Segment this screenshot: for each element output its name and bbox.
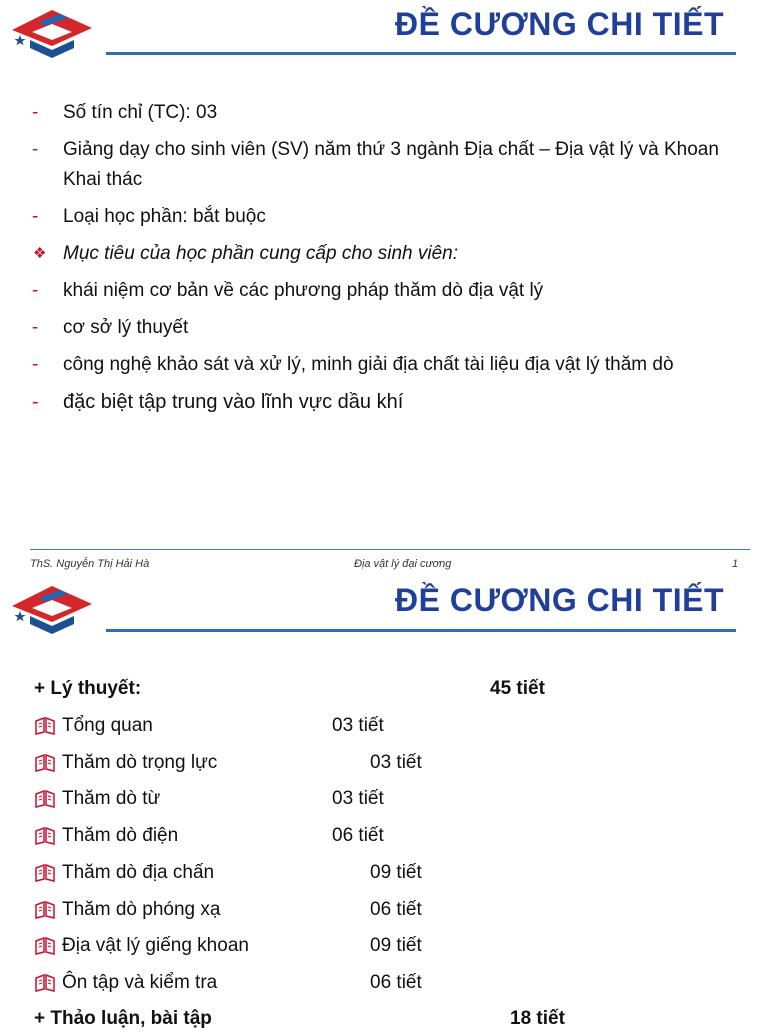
open-book-icon: [34, 937, 56, 955]
list-item: [30, 239, 740, 269]
list-item: [0, 968, 768, 998]
open-book-icon: [34, 754, 56, 772]
university-logo-icon: [8, 2, 96, 60]
dash-bullet: -: [32, 102, 39, 123]
dash-bullet: -: [32, 206, 39, 227]
list-item: [0, 858, 768, 888]
bullet-list: [30, 98, 740, 424]
list-item-text: Loại học phần: bắt buộc: [63, 206, 266, 227]
theory-label: + Lý thuyết:: [34, 678, 142, 699]
open-book-icon: [34, 827, 56, 845]
list-item: [0, 748, 768, 778]
list-item-text: khái niệm cơ bản về các phương pháp thăm dò địa vật lý: [63, 280, 544, 301]
dash-bullet: -: [32, 317, 39, 338]
topic-hours: 03 tiết: [370, 752, 422, 773]
slide-title: ĐỀ CƯƠNG CHI TIẾT: [394, 6, 724, 42]
footer-course: Địa vật lý đại cương: [354, 558, 452, 570]
theory-header-row: [0, 674, 768, 704]
list-item: [0, 895, 768, 925]
list-item: [0, 784, 768, 814]
discussion-hours: 18 tiết: [510, 1008, 565, 1029]
list-item: [0, 821, 768, 851]
open-book-icon: [34, 790, 56, 808]
list-item-text: Mục tiêu của học phần cung cấp cho sinh viên:: [63, 243, 459, 264]
topic-name: Thăm dò địa chấn: [62, 862, 215, 883]
dash-bullet: -: [32, 391, 39, 413]
topic-hours: 09 tiết: [370, 935, 422, 956]
list-item-text: công nghệ khảo sát và xử lý, minh giải địa chất tài liệu địa vật lý thăm dò: [63, 354, 674, 375]
topic-hours: 06 tiết: [370, 899, 422, 920]
footer-author: ThS. Nguyễn Thị Hải Hà: [30, 558, 150, 570]
topic-name: Thăm dò phóng xạ: [62, 899, 221, 920]
topic-name: Thăm dò từ: [62, 788, 161, 809]
discussion-label: + Thảo luận, bài tập: [34, 1008, 212, 1029]
list-item: [30, 387, 740, 417]
list-item: [30, 276, 740, 306]
title-divider: [106, 52, 736, 55]
list-item: [0, 931, 768, 961]
list-item: [30, 135, 740, 195]
topic-hours: 03 tiết: [332, 788, 384, 809]
discussion-header-row: [0, 1004, 768, 1034]
topic-hours: 09 tiết: [370, 862, 422, 883]
list-item: [30, 98, 740, 128]
diamond-bullet-icon: ❖: [33, 245, 47, 262]
list-item: [0, 711, 768, 741]
topic-name: Thăm dò điện: [62, 825, 179, 846]
list-item: [30, 313, 740, 343]
open-book-icon: [34, 974, 56, 992]
list-item-text: cơ sở lý thuyết: [63, 317, 189, 338]
topic-hours: 06 tiết: [332, 825, 384, 846]
open-book-icon: [34, 717, 56, 735]
slide-title: ĐỀ CƯƠNG CHI TIẾT: [394, 582, 724, 618]
topic-name: Thăm dò trọng lực: [62, 752, 218, 773]
dash-bullet: -: [32, 354, 39, 375]
footer-page-number: 1: [732, 558, 739, 570]
title-divider: [106, 629, 736, 632]
topic-hours: 06 tiết: [370, 972, 422, 993]
open-book-icon: [34, 901, 56, 919]
dash-bullet: -: [32, 139, 39, 160]
slide-footer: [0, 558, 768, 578]
topic-name: Ôn tập và kiểm tra: [62, 972, 218, 993]
slide-2: [0, 578, 768, 1029]
university-logo-icon: [8, 578, 96, 636]
footer-divider: [30, 549, 750, 550]
theory-hours: 45 tiết: [490, 678, 545, 699]
topic-name: Địa vật lý giếng khoan: [62, 935, 249, 956]
list-item: [30, 350, 740, 380]
topic-hours: 03 tiết: [332, 715, 384, 736]
topic-name: Tổng quan: [62, 715, 153, 736]
list-item-text: Số tín chỉ (TC): 03: [63, 102, 218, 123]
dash-bullet: -: [32, 280, 39, 301]
list-item: [30, 202, 740, 232]
open-book-icon: [34, 864, 56, 882]
list-item-text: Giảng dạy cho sinh viên (SV) năm thứ 3 ngành Địa chất – Địa vật lý và Khoan Khai thác: [63, 139, 719, 190]
list-item-text: đặc biệt tập trung vào lĩnh vực dầu khí: [63, 391, 404, 413]
